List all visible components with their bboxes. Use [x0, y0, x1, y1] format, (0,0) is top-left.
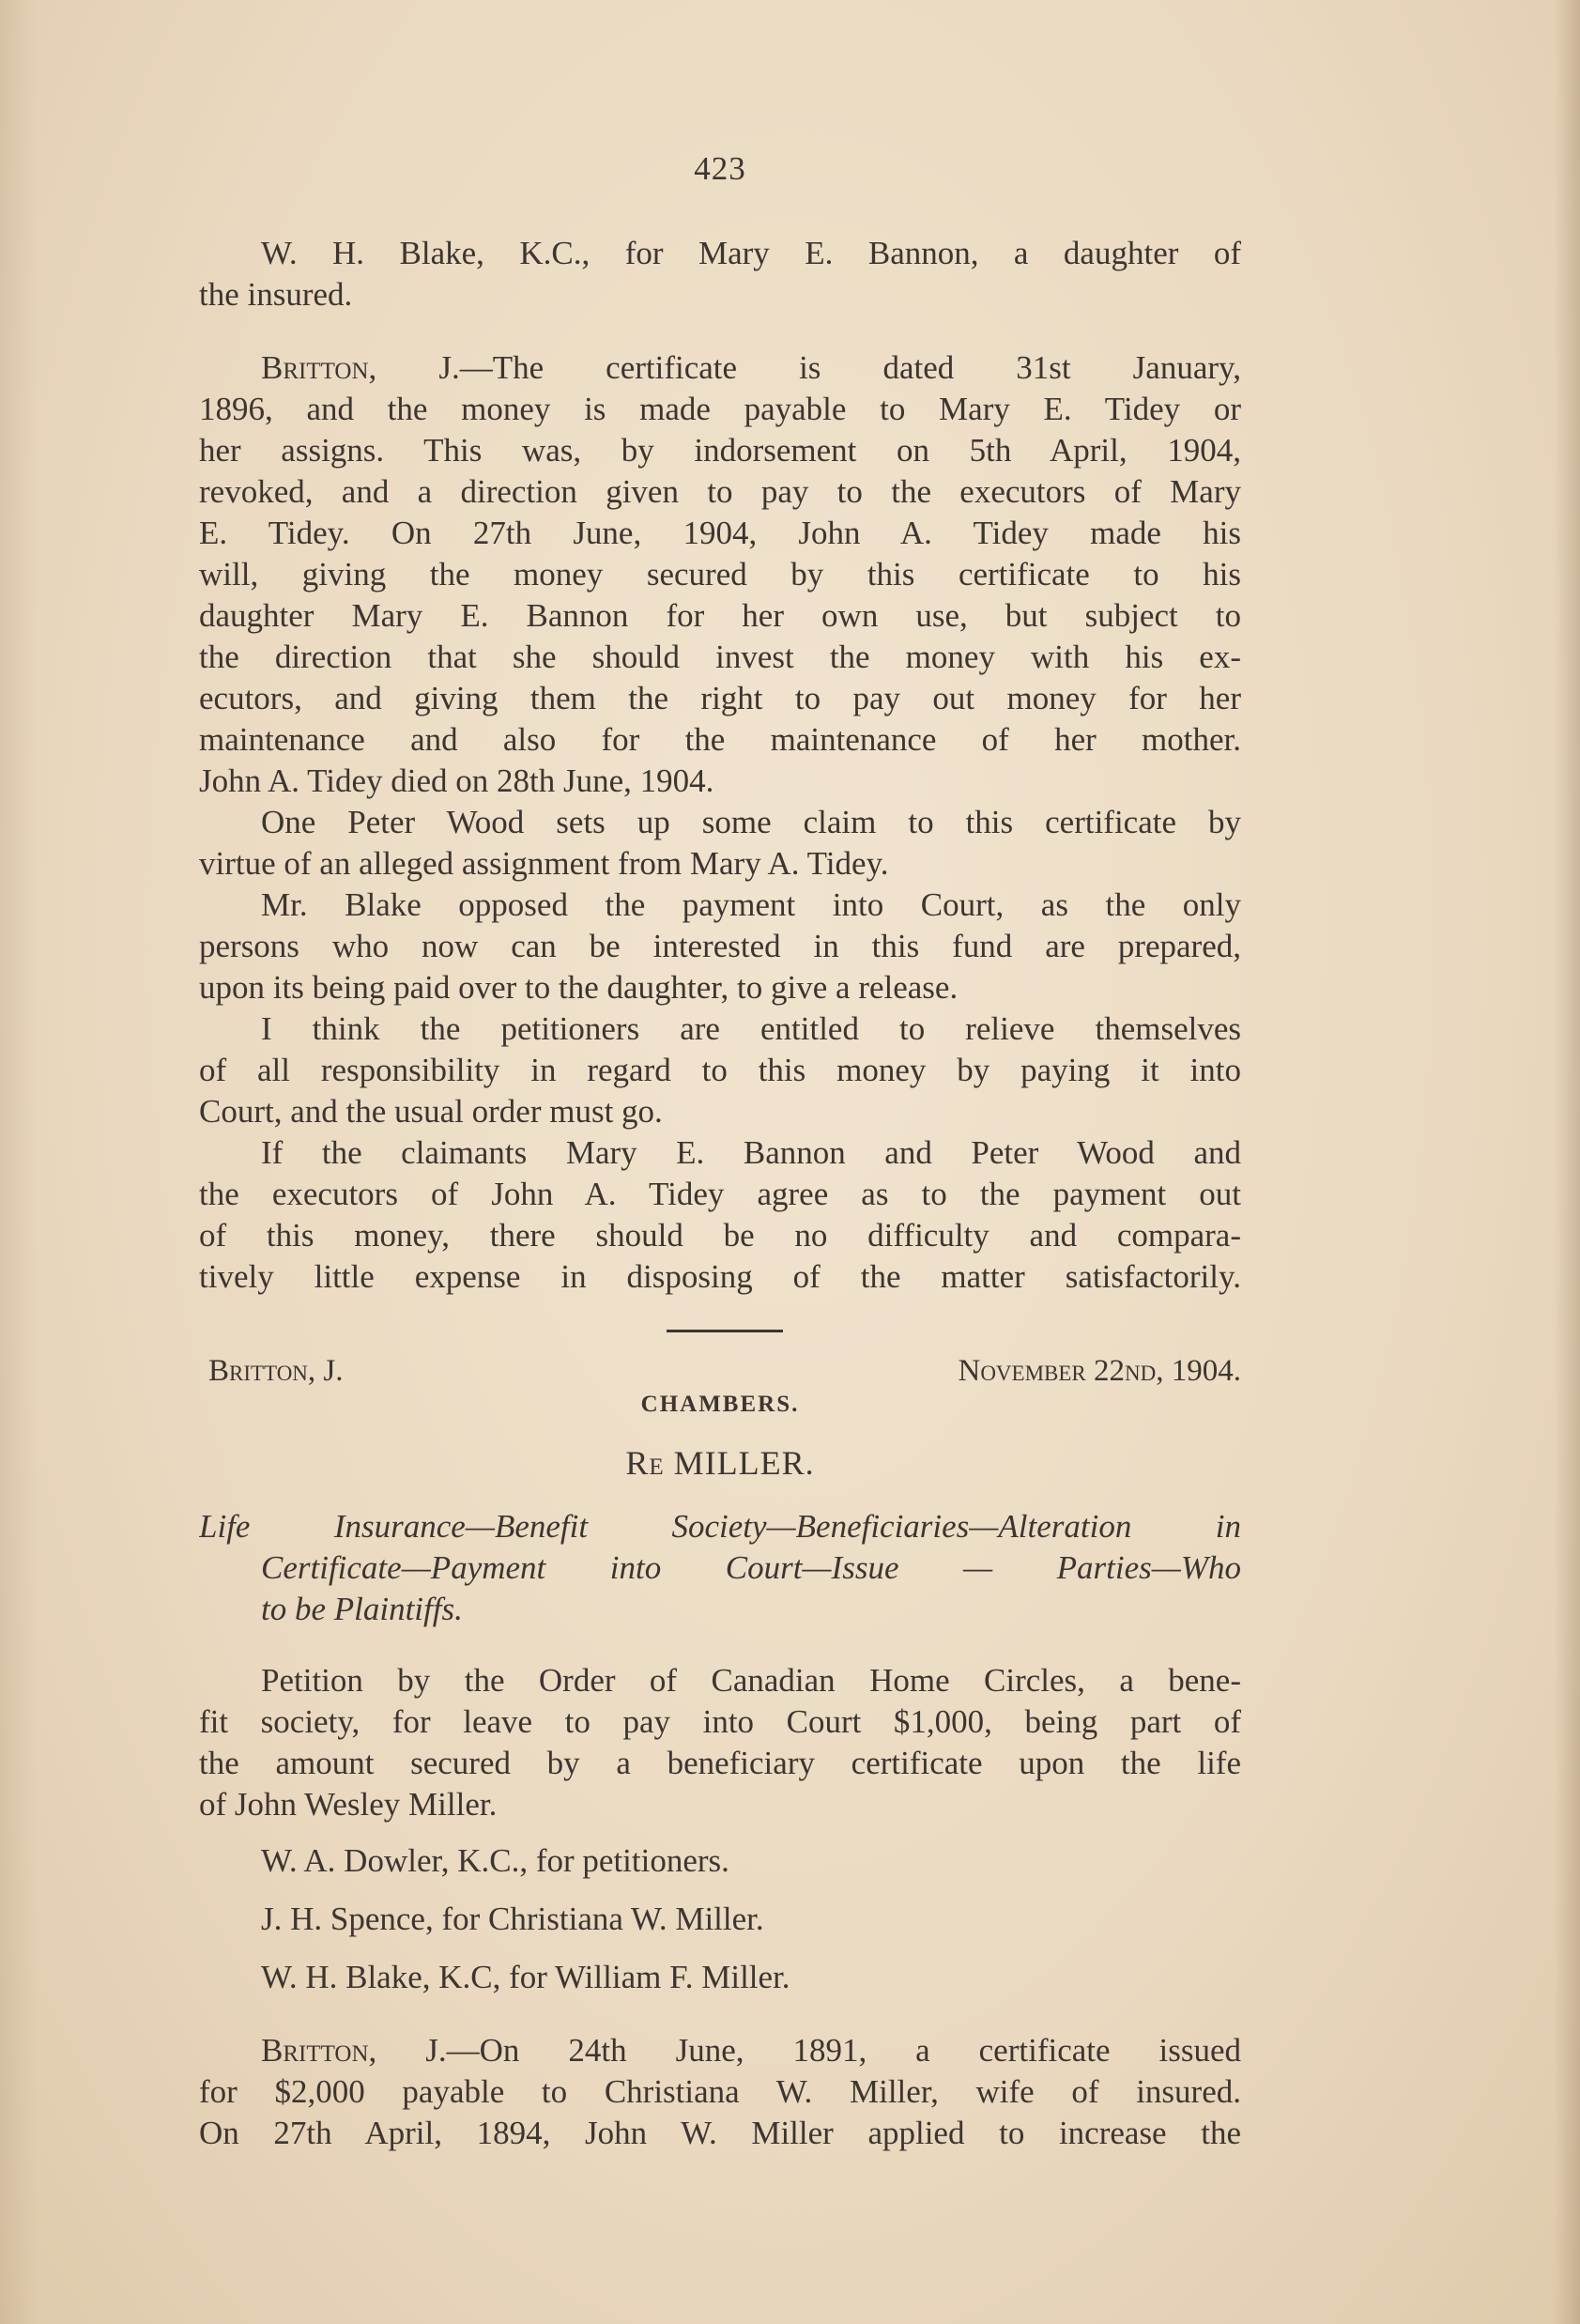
judge-name: Britton, J.: [261, 349, 460, 386]
judgment-first-line: [199, 2030, 1241, 2071]
case-heading-row: [199, 1350, 1241, 1392]
court-name: CHAMBERS.: [640, 1392, 800, 1417]
counsel-line: W. H. Blake, K.C., for Mary E. Bannon, a daughter of: [261, 235, 1241, 271]
case-judge: Britton, J.: [208, 1354, 344, 1388]
case-title-prefix: Re: [625, 1444, 665, 1482]
paragraph-line: One Peter Wood sets up some claim to this certificate by: [261, 804, 1241, 840]
section-divider: [667, 1330, 783, 1332]
judgment-first-line-text: —On 24th June, 1891, a certificate issued: [446, 2032, 1241, 2069]
petition-line: fit society, for leave to pay into Court $1,000, being part of: [199, 1703, 1241, 1740]
case-date: November 22nd, 1904.: [958, 1354, 1241, 1388]
judgment-line: daughter Mary E. Bannon for her own use, but subject to: [199, 597, 1241, 634]
headnote-line: to be Plaintiffs.: [261, 1591, 463, 1627]
counsel-line: W. A. Dowler, K.C., for petitioners.: [261, 1842, 729, 1879]
judge-name: Britton, J.: [261, 2032, 447, 2069]
judgment-line: revoked, and a direction given to pay to the executors of Mary: [199, 473, 1241, 510]
judgment-line: E. Tidey. On 27th June, 1904, John A. Tidey made his: [199, 515, 1241, 551]
paragraph-line: virtue of an alleged assignment from Mary A. Tidey.: [199, 845, 889, 882]
headnote-line: Life Insurance—Benefit Society—Beneficiaries—Alteration in: [199, 1508, 1241, 1545]
page-number: 423: [694, 150, 746, 187]
judgment-line: will, giving the money secured by this certificate to his: [199, 556, 1241, 593]
paragraph-line: upon its being paid over to the daughter, to give a release.: [199, 969, 959, 1006]
paragraph-line: I think the petitioners are entitled to relieve themselves: [261, 1010, 1241, 1047]
page-edge-shadow-left: [0, 0, 38, 2324]
petition-line: the amount secured by a beneficiary certificate upon the life: [199, 1745, 1241, 1781]
judgment-line: her assigns. This was, by indorsement on 5th April, 1904,: [199, 432, 1241, 469]
case-title-name: MILLER.: [673, 1444, 815, 1482]
counsel-line: J. H. Spence, for Christiana W. Miller.: [261, 1901, 764, 1937]
judgment-first-line-text: —The certificate is dated 31st January,: [459, 349, 1241, 386]
judgment-first-line: [199, 347, 1241, 389]
paragraph-line: Court, and the usual order must go.: [199, 1093, 663, 1130]
paragraph-line: persons who now can be interested in this fund are prepared,: [199, 928, 1241, 964]
paragraph-line: of this money, there should be no difficulty and compara-: [199, 1217, 1241, 1254]
paragraph-line: tively little expense in disposing of the matter satisfactorily.: [199, 1258, 1241, 1295]
judgment-line: the direction that she should invest the money with his ex-: [199, 639, 1241, 675]
judgment-line: John A. Tidey died on 28th June, 1904.: [199, 762, 714, 799]
petition-line: of John Wesley Miller.: [199, 1786, 498, 1823]
judgment-line: 1896, and the money is made payable to Mary E. Tidey or: [199, 391, 1241, 427]
judgment-line: ecutors, and giving them the right to pay out money for her: [199, 680, 1241, 716]
headnote-line: Certificate—Payment into Court—Issue — Parties—Who: [261, 1549, 1241, 1586]
page-edge-shadow-right: [1554, 0, 1580, 2324]
paragraph-line: If the claimants Mary E. Bannon and Peter Wood and: [261, 1134, 1241, 1171]
petition-line: Petition by the Order of Canadian Home Circles, a bene-: [261, 1662, 1241, 1699]
case-title: [199, 1443, 1241, 1483]
judgment-line: maintenance and also for the maintenance of her mother.: [199, 721, 1241, 758]
paragraph-line: Mr. Blake opposed the payment into Court, as the only: [261, 886, 1241, 923]
judgment-line: On 27th April, 1894, John W. Miller applied to increase the: [199, 2115, 1241, 2151]
counsel-line: the insured.: [199, 276, 353, 313]
judgment-line: for $2,000 payable to Christiana W. Miller, wife of insured.: [199, 2073, 1241, 2110]
paragraph-line: of all responsibility in regard to this money by paying it into: [199, 1052, 1241, 1088]
counsel-line: W. H. Blake, K.C, for William F. Miller.: [261, 1959, 790, 1995]
paragraph-line: the executors of John A. Tidey agree as to the payment out: [199, 1176, 1241, 1212]
